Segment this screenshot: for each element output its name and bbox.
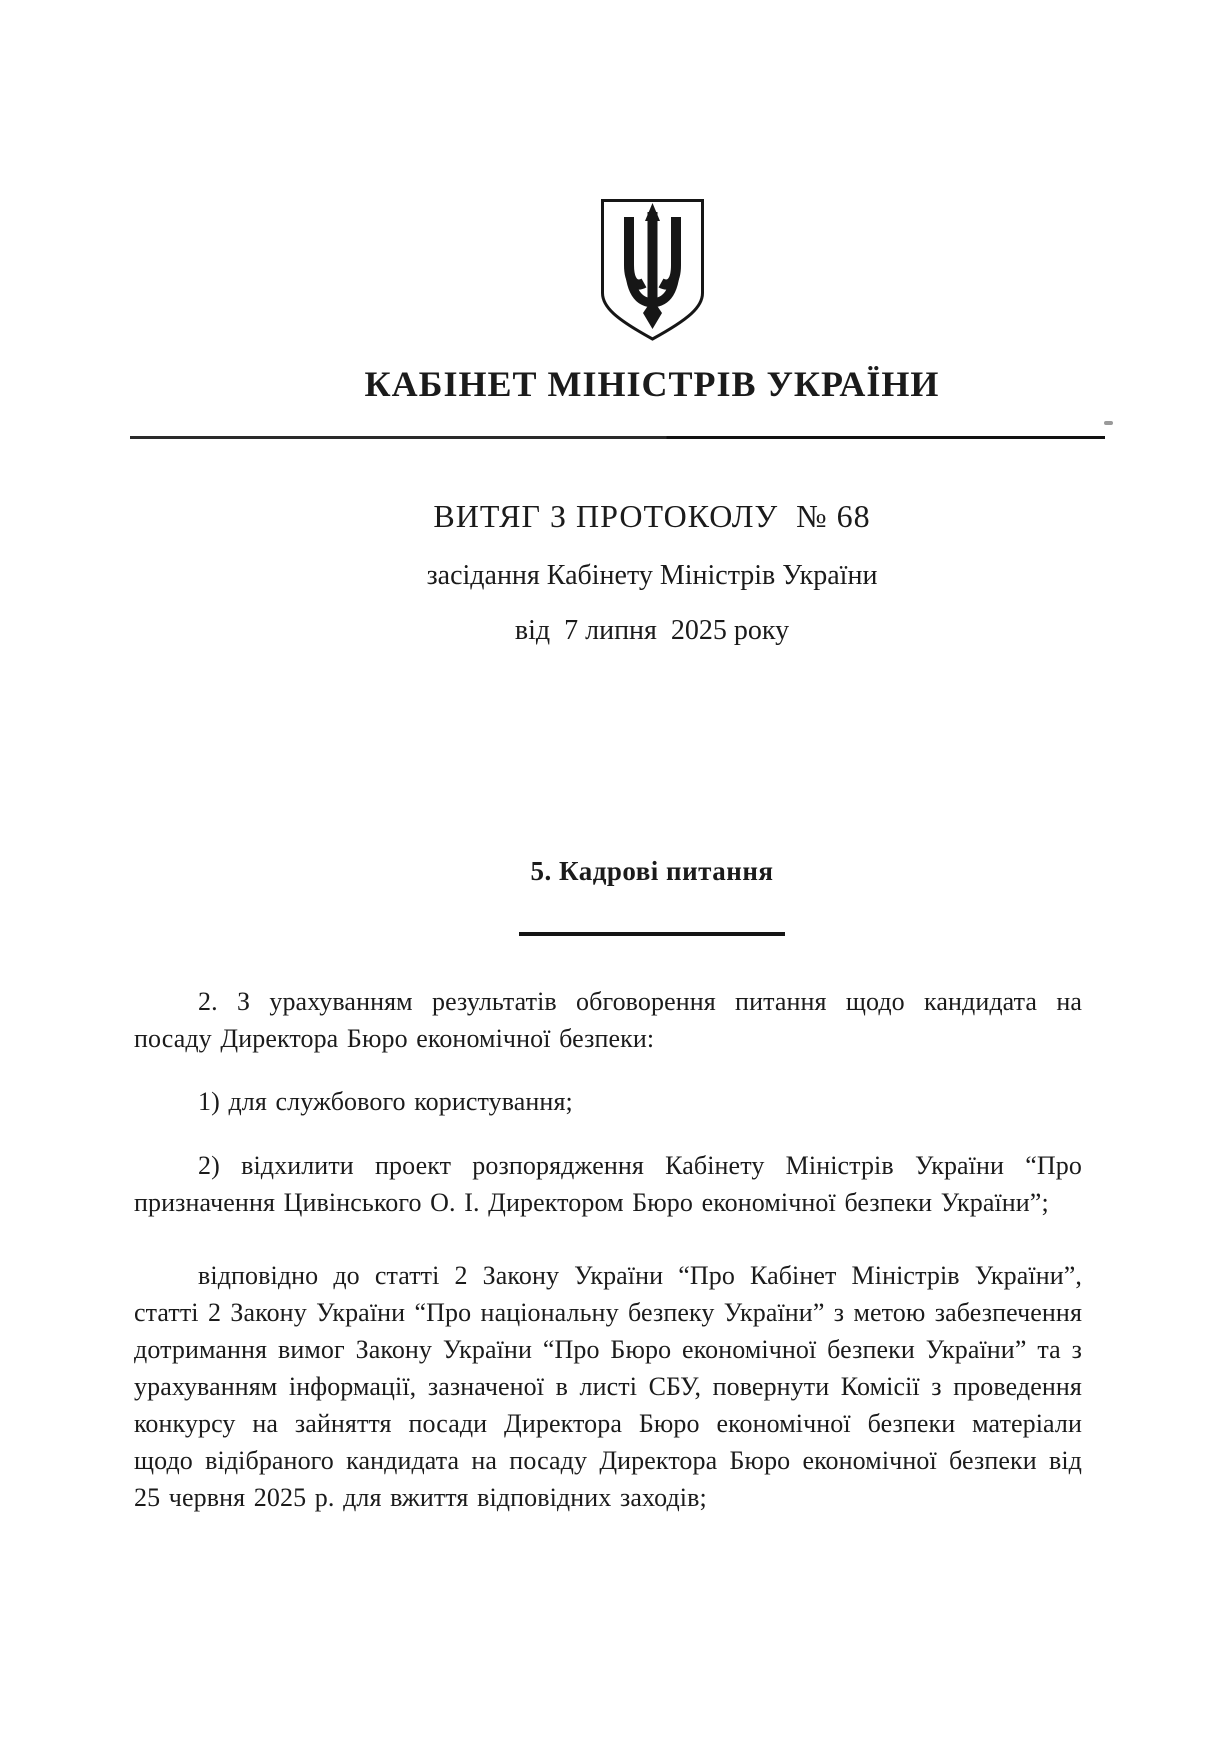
- paragraph-legal-basis: відповідно до статті 2 Закону України “Про Кабінет Міністрів України”, статті 2 Закону України “Про національну безпеку України” з метою забезпечення дотримання вимог Закону України “Про Бюро економічної безпеки України” та з урахуванням інформації, зазначеної в листі СБУ, повернути Комісії з проведення конкурсу на зайняття посади Директора Бюро економічної безпеки матеріали щодо відібраного кандидата на посаду Директора Бюро економічної безпеки від 25 червня 2025 р. для вжиття відповідних заходів;: [134, 1261, 1082, 1512]
- header-divider-line: [130, 436, 1105, 439]
- document-date: від 7 липня 2025 року: [514, 615, 790, 646]
- emblem-container: [136, 197, 1168, 343]
- document-title-block: [0, 497, 1232, 941]
- org-name: КАБІНЕТ МІНІСТРІВ УКРАЇНИ: [364, 364, 940, 404]
- document-body: [134, 983, 1082, 1516]
- section-heading: 5. Кадрові питання: [530, 856, 774, 886]
- document-subtitle: засідання Кабінету Міністрів України: [426, 560, 878, 591]
- scan-artifact: [1104, 421, 1113, 425]
- paragraph-subitem-2: 2) відхилити проект розпорядження Кабінету Міністрів України “Про призначення Цивінського О. І. Директором Бюро економічної безпеки України”;: [134, 1151, 1082, 1217]
- paragraph-subitem-1: 1) для службового користування;: [198, 1087, 573, 1116]
- paragraph-item-2: 2. З урахуванням результатів обговорення питання щодо кандидата на посаду Директора Бюро економічної безпеки:: [134, 987, 1082, 1053]
- document-header: [0, 197, 1232, 404]
- document-title: ВИТЯГ З ПРОТОКОЛУ № 68: [433, 498, 871, 534]
- ukraine-trident-emblem-icon: [599, 197, 706, 343]
- section-underline: [519, 932, 785, 936]
